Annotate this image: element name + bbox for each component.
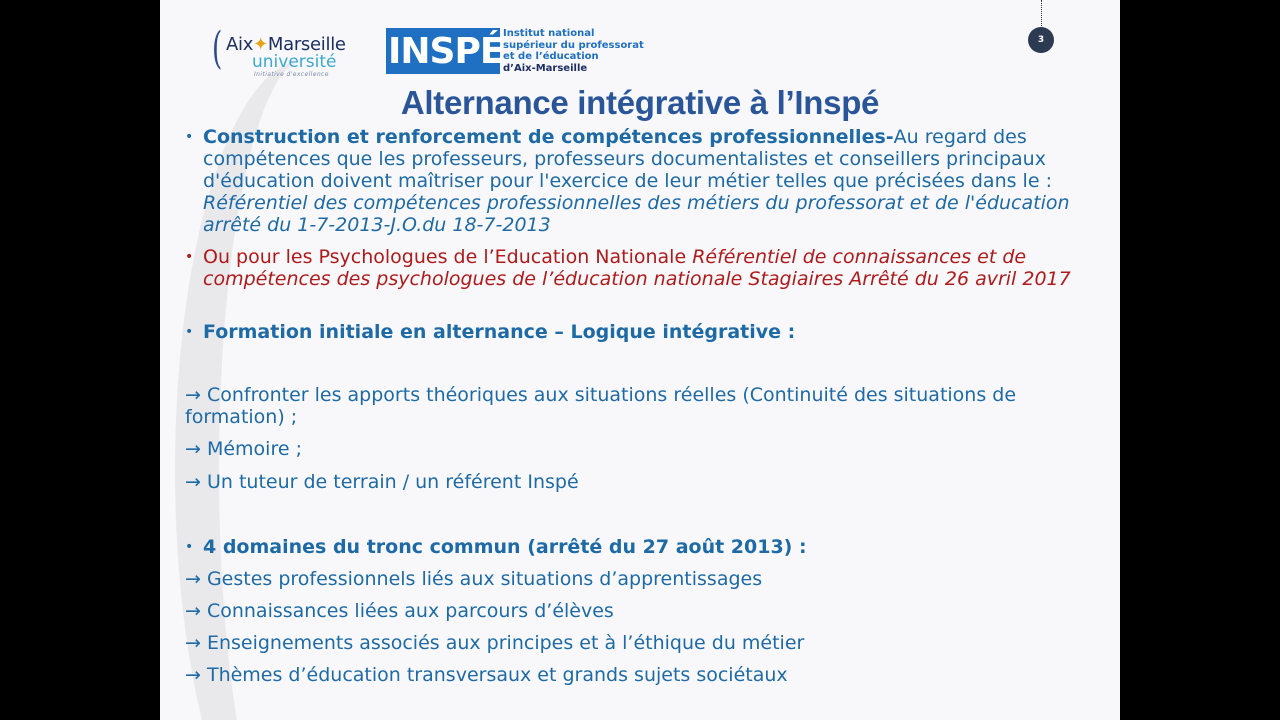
inspe-line-2: supérieur du professorat — [503, 39, 644, 51]
slide — [160, 0, 1120, 720]
inspe-line-1: Institut national — [503, 28, 595, 39]
bullet-marker: • — [185, 324, 194, 340]
bullet-competences-reference: Référentiel des compétences professionnelles des métiers du professorat et de l'éducation arrêté du 1-7-2013-J.O.du 18-7-2013 — [203, 192, 1070, 236]
logo-amu-universite: université — [252, 52, 337, 72]
bullet-marker: • — [185, 539, 194, 555]
arrow-item-enseignements: → Enseignements associés aux principes et à l’éthique du métier — [185, 632, 805, 654]
logo-paren: ( — [212, 23, 223, 74]
bullet-formation-initiale-heading: Formation initiale en alternance – Logique intégrative : — [203, 321, 796, 343]
inspe-logo — [386, 28, 504, 74]
arrow-item-connaissances: → Connaissances liées aux parcours d’élèves — [185, 600, 614, 622]
page-number-badge: 3 — [1028, 27, 1054, 53]
page-marker-line — [1041, 0, 1042, 28]
slide-title: Alternance intégrative à l’Inspé — [400, 84, 880, 121]
inspe-logo-text — [503, 28, 644, 74]
star-icon: ✦ — [253, 34, 268, 55]
bullet-competences-heading: Construction et renforcement de compétences professionnelles- — [203, 126, 894, 148]
inspe-line-4: d’Aix-Marseille — [503, 62, 588, 74]
arrow-item-confronter: → Confronter les apports théoriques aux situations réelles (Continuité des situations de formation) ; — [185, 384, 1017, 428]
bullet-competences — [185, 126, 1083, 236]
bullet-psychologues-reference: Référentiel de connaissances et de compétences des psychologues de l’éducation nationale Stagiaires Arrêté du 26 avril 2017 — [203, 246, 1071, 290]
logo-amu-aix: Aix — [226, 34, 254, 55]
bullet-psychologues-text: Ou pour les Psychologues de l’Education Nationale — [203, 246, 693, 268]
arrow-item-memoire: → Mémoire ; — [185, 438, 302, 460]
inspe-line-3: et de l’éducation — [503, 51, 599, 62]
aix-marseille-universite-logo — [212, 23, 362, 80]
arrow-item-gestes: → Gestes professionnels liés aux situations d’apprentissages — [185, 568, 763, 590]
logo-amu-tagline: Initiative d'excellence — [254, 71, 329, 78]
bullet-domaines — [185, 536, 1083, 558]
bullet-domaines-heading: 4 domaines du tronc commun (arrêté du 27 août 2013) : — [203, 536, 807, 558]
bullet-marker: • — [185, 249, 194, 265]
logo-amu-marseille: Marseille — [267, 34, 346, 55]
inspe-logo-mark: INSPÉ — [388, 31, 504, 72]
bullet-formation-initiale — [185, 321, 1083, 343]
bullet-psychologues — [185, 246, 1083, 290]
bullet-competences-text: Au regard des compétences que les professeurs, professeurs documentalistes et conseillers principaux d'éducation doivent maîtriser pour l'exercice de leur métier telles que précisées dans le : — [203, 126, 1052, 192]
arrow-item-tuteur: → Un tuteur de terrain / un référent Inspé — [185, 471, 579, 493]
bullet-marker: • — [185, 129, 194, 145]
arrow-item-themes: → Thèmes d’éducation transversaux et grands sujets sociétaux — [185, 664, 788, 686]
